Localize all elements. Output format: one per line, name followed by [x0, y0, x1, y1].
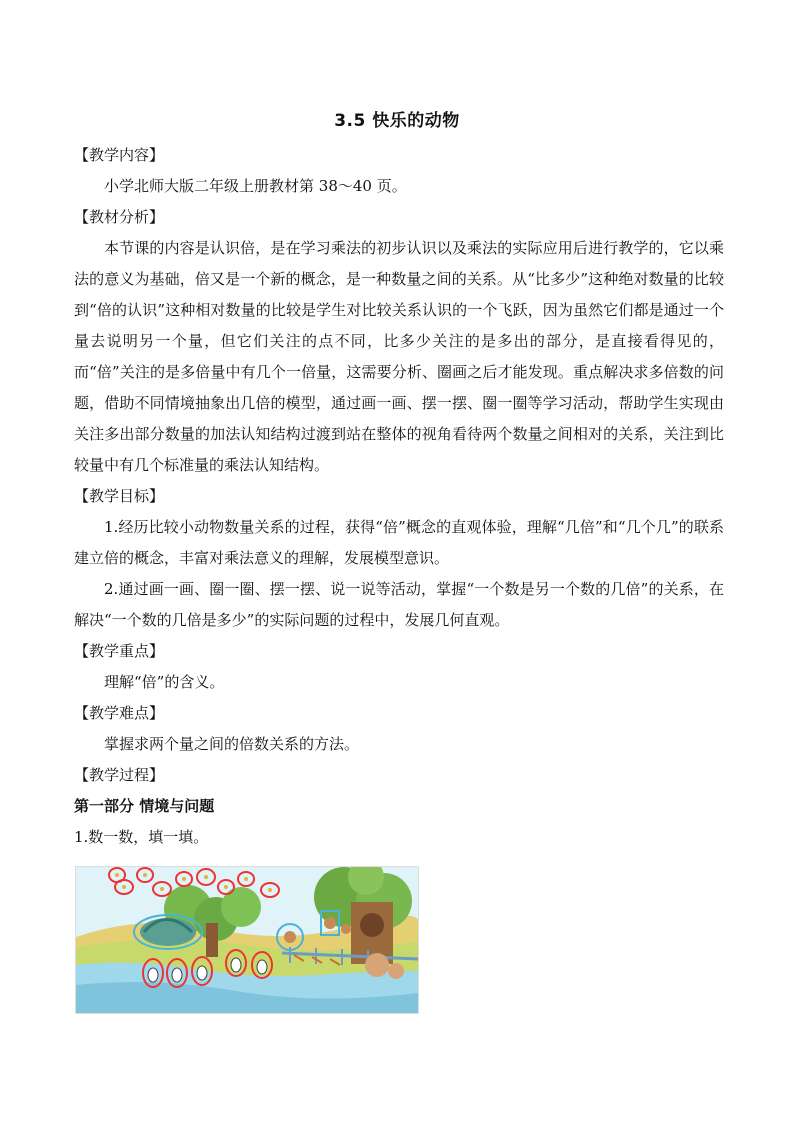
- section-paragraph: 2.通过画一画、圈一圈、摆一摆、说一说等活动，掌握“一个数是另一个数的几倍”的关系，在解决“一个数的几倍是多少”的实际问题的过程中，发展几何直观。: [74, 580, 724, 629]
- section-heading-key-point: 【教学重点】: [74, 642, 165, 660]
- section-paragraph: 1.经历比较小动物数量关系的过程，获得“倍”概念的直观体验，理解“几倍”和“几个几”的联系建立倍的概念，丰富对乘法意义的理解，发展模型意识。: [74, 518, 724, 567]
- section-heading-analysis: 【教材分析】: [74, 208, 165, 226]
- section-paragraph: 掌握求两个量之间的倍数关系的方法。: [104, 735, 360, 753]
- section-paragraph: 理解“倍”的含义。: [104, 673, 225, 691]
- section-heading-difficulty: 【教学难点】: [74, 704, 165, 722]
- document-body: [74, 140, 724, 853]
- section-heading-goals: 【教学目标】: [74, 487, 165, 505]
- section-paragraph: 小学北师大版二年级上册教材第 38～40 页。: [104, 177, 407, 195]
- section-paragraph: 本节课的内容是认识倍，是在学习乘法的初步认识以及乘法的实际应用后进行教学的，它以乘法的意义为基础，倍又是一个新的概念，是一种数量之间的关系。从“比多少”这种绝对数量的比较到“倍的认识”这种相对数量的比较是学生对比较关系认识的一个飞跃，因为虽然它们都是通过一个量去说明另一个量，但它们关注的点不同，比多少关注的是多出的部分，是直接看得见的，而“倍”关注的是多倍量中有几个一倍量，这需要分析、圈画之后才能发现。重点解决求多倍数的问题，借助不同情境抽象出几倍的模型，通过画一画、摆一摆、圈一圈等学习活动，帮助学生实现由关注多出部分数量的加法认知结构过渡到站在整体的视角看待两个数量之间相对的关系，关注到比较量中有几个标准量的乘法认知结构。: [74, 239, 724, 474]
- section-heading-process: 【教学过程】: [74, 766, 165, 784]
- document-title: 3.5 快乐的动物: [334, 111, 460, 131]
- part-title: 第一部分 情境与问题: [74, 797, 215, 815]
- task-prompt: 1.数一数，填一填。: [74, 828, 209, 846]
- animal-scene-illustration: [75, 866, 419, 1014]
- section-heading-content: 【教学内容】: [74, 146, 165, 164]
